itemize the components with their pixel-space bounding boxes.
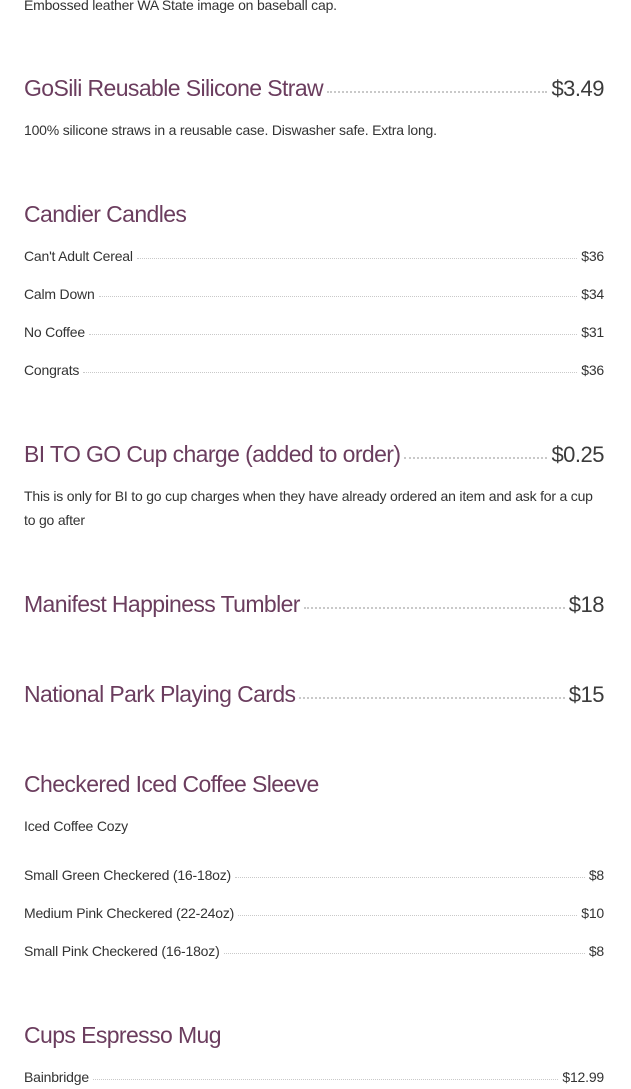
variant-row[interactable] bbox=[24, 284, 604, 304]
leader-dots bbox=[235, 877, 585, 878]
variant-name: Bainbridge bbox=[24, 1069, 89, 1085]
variant-name: Small Pink Checkered (16-18oz) bbox=[24, 943, 220, 959]
menu-item-gosili[interactable] bbox=[24, 74, 604, 102]
leader-dots bbox=[99, 296, 578, 297]
variant-row[interactable] bbox=[24, 941, 604, 961]
item-price: $15 bbox=[568, 682, 604, 707]
leader-dots bbox=[83, 372, 577, 373]
item-description: Iced Coffee Cozy bbox=[24, 818, 128, 834]
variant-row[interactable] bbox=[24, 1067, 604, 1087]
item-title: BI TO GO Cup charge (added to order) bbox=[24, 441, 401, 467]
variant-price: $8 bbox=[588, 867, 604, 883]
variant-row[interactable] bbox=[24, 246, 604, 266]
leader-dots bbox=[304, 607, 565, 609]
variant-price: $12.99 bbox=[562, 1069, 604, 1085]
menu-item-bi-to-go[interactable] bbox=[24, 440, 604, 468]
item-price: $0.25 bbox=[551, 442, 604, 467]
item-description: This is only for BI to go cup charges when they have already ordered an item and ask for a cup to go after bbox=[24, 488, 593, 528]
variant-row[interactable] bbox=[24, 322, 604, 342]
item-title: Manifest Happiness Tumbler bbox=[24, 591, 300, 617]
leader-dots bbox=[327, 91, 547, 93]
variant-price: $36 bbox=[581, 362, 604, 378]
variant-name: Can't Adult Cereal bbox=[24, 248, 133, 264]
item-title: GoSili Reusable Silicone Straw bbox=[24, 75, 324, 101]
item-price: $3.49 bbox=[551, 76, 604, 101]
intro-text: Embossed leather WA State image on baseball cap. bbox=[24, 0, 337, 13]
variant-price: $8 bbox=[588, 943, 604, 959]
variant-price: $36 bbox=[581, 248, 604, 264]
item-title[interactable]: Candier Candles bbox=[24, 201, 187, 227]
variant-name: Calm Down bbox=[24, 286, 95, 302]
variant-row[interactable] bbox=[24, 360, 604, 380]
leader-dots bbox=[89, 334, 577, 335]
menu-item-tumbler[interactable] bbox=[24, 590, 604, 618]
variant-name: Small Green Checkered (16-18oz) bbox=[24, 867, 232, 883]
menu-item-playing-cards[interactable] bbox=[24, 680, 604, 708]
leader-dots bbox=[93, 1079, 558, 1080]
variant-name: Congrats bbox=[24, 362, 80, 378]
variant-name: Medium Pink Checkered (22-24oz) bbox=[24, 905, 235, 921]
variant-row[interactable] bbox=[24, 865, 604, 885]
item-description bbox=[24, 0, 604, 17]
variant-price: $31 bbox=[581, 324, 604, 340]
item-title[interactable]: Checkered Iced Coffee Sleeve bbox=[24, 771, 319, 797]
item-description: 100% silicone straws in a reusable case. Diswasher safe. Extra long. bbox=[24, 122, 437, 138]
variant-price: $34 bbox=[581, 286, 604, 302]
variant-row[interactable] bbox=[24, 903, 604, 923]
leader-dots bbox=[137, 258, 577, 259]
item-title: National Park Playing Cards bbox=[24, 681, 296, 707]
item-title[interactable]: Cups Espresso Mug bbox=[24, 1022, 221, 1048]
item-price: $18 bbox=[568, 592, 604, 617]
variant-name: No Coffee bbox=[24, 324, 85, 340]
variant-price: $10 bbox=[581, 905, 604, 921]
leader-dots bbox=[404, 457, 547, 459]
leader-dots bbox=[224, 953, 585, 954]
leader-dots bbox=[238, 915, 577, 916]
leader-dots bbox=[299, 697, 564, 699]
